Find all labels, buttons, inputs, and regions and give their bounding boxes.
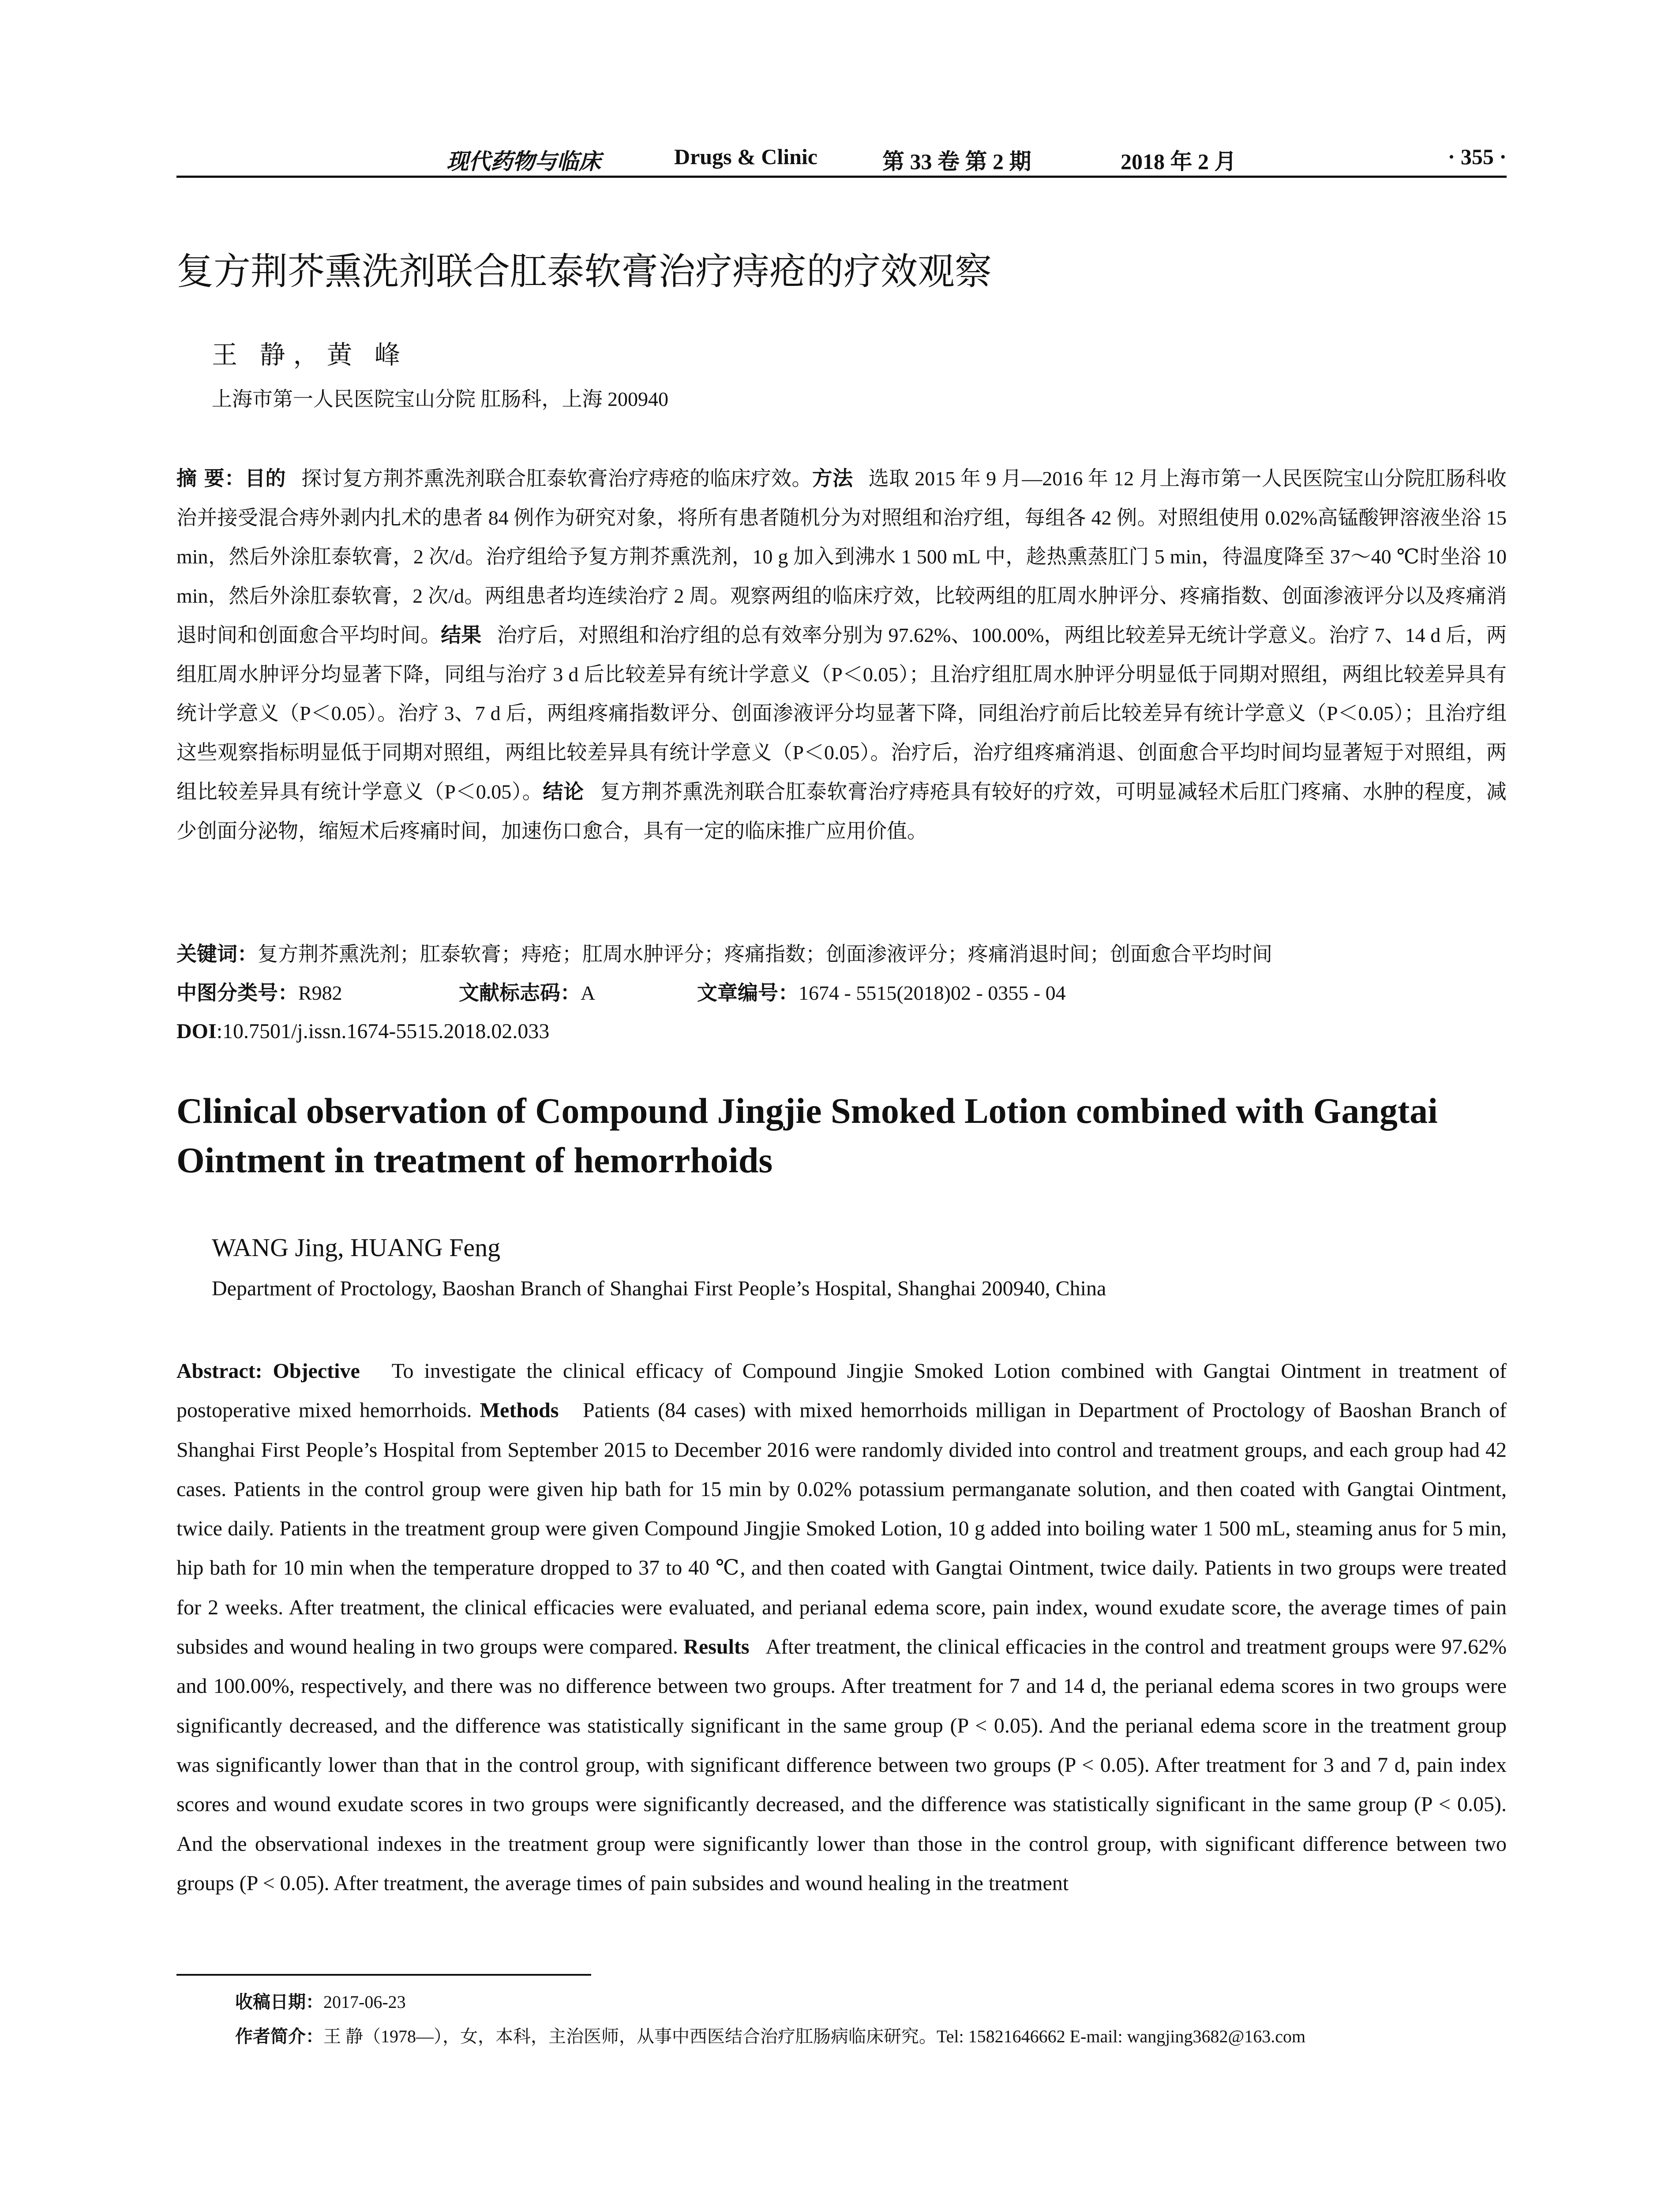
methods-label-cn: 方法	[812, 466, 853, 490]
article-title-en: Clinical observation of Compound Jingjie Smoked Lotion combined with Gangtai Ointment in treatment of hemorrhoids	[176, 1091, 1438, 1180]
affiliation-en: Department of Proctology, Baoshan Branch of Shanghai First People’s Hospital, Shanghai 200940, China	[212, 1277, 1106, 1300]
objective-label-cn: 目的	[245, 466, 286, 490]
affiliation-cn: 上海市第一人民医院宝山分院 肛肠科，上海 200940	[212, 388, 668, 410]
page-number: · 355 ·	[1448, 144, 1507, 169]
abstract-label-cn: 摘 要：	[176, 466, 245, 490]
authors-cn: 王 静，黄 峰	[212, 341, 409, 369]
abstract-objective-label-en: Abstract: Objective	[176, 1359, 360, 1383]
document-code-label: 文献标志码：	[459, 981, 581, 1005]
results-label-cn: 结果	[441, 623, 482, 647]
methods-text-en: Patients (84 cases) with mixed hemorrhoids milligan in Department of Proctology of Baoshan Branch of Shanghai First People’s Hospital from September 2015 to December 2016 were randomly divided into control and treatment groups, and each group had 42 cases. Patients in the control group were given hip bath for 15 min by 0.02% potassium permanganate solution, and then coated with Gangtai Ointment, twice daily. Patients in the treatment group were given Compound Jingjie Smoked Lotion, 10 g added into boiling water 1 500 mL, steaming anus for 5 min, hip bath for 10 min when the temperature dropped to 37 to 40 ℃, and then coated with Gangtai Ointment, twice daily. Patients in two groups were treated for 2 weeks. After treatment, the clinical efficacies were evaluated, and perianal edema score, pain index, wound exudate score, the average times of pain subsides and wound healing in two groups were compared.	[176, 1399, 1507, 1659]
doi-line	[176, 1012, 549, 1051]
running-header	[176, 140, 1507, 180]
received-date-footnote	[235, 1985, 406, 2019]
author-bio-text: 王 静（1978—），女，本科，主治医师，从事中西医结合治疗肛肠病临床研究。Tel: 15821646662 E-mail: wangjing3682@163.com	[323, 2026, 1306, 2046]
issue-date: 2018 年 2 月	[1121, 149, 1237, 174]
article-title-cn: 复方荆芥熏洗剂联合肛泰软膏治疗痔疮的疗效观察	[176, 250, 992, 293]
received-label: 收稿日期：	[235, 1992, 323, 2012]
conclusion-text-cn: 复方荆芥熏洗剂联合肛泰软膏治疗痔疮具有较好的疗效，可明显减轻术后肛门疼痛、水肿的程度，减少创面分泌物，缩短术后疼痛时间，加速伤口愈合，具有一定的临床推广应用价值。	[176, 780, 1507, 842]
footnote-rule	[176, 1974, 591, 1976]
article-number	[697, 973, 1066, 1013]
abstract-cn	[176, 459, 1507, 851]
methods-text-cn: 选取 2015 年 9 月—2016 年 12 月上海市第一人民医院宝山分院肛肠科收治并接受混合痔外剥内扎术的患者 84 例作为研究对象，将所有患者随机分为对照组和治疗组，每组各 42 例。对照组使用 0.02%高锰酸钾溶液坐浴 15 min，然后外涂肛泰软膏，2 次/d。治疗组给予复方荆芥熏洗剂，10 g 加入到沸水 1 500 mL 中，趁热熏蒸肛门 5 min，待温度降至 37～40 ℃时坐浴 10 min，然后外涂肛泰软膏，2 次/d。两组患者均连续治疗 2 周。观察两组的临床疗效，比较两组的肛周水肿评分、疼痛指数、创面渗液评分以及疼痛消退时间和创面愈合平均时间。	[176, 467, 1507, 646]
results-text-cn: 治疗后，对照组和治疗组的总有效率分别为 97.62%、100.00%，两组比较差异无统计学意义。治疗 7、14 d 后，两组肛周水肿评分均显著下降，同组与治疗 3 d 后比较差异有统计学意义（P＜0.05）；且治疗组肛周水肿评分明显低于同期对照组，两组比较差异具有统计学意义（P＜0.05）。治疗 3、7 d 后，两组疼痛指数评分、创面渗液评分均显著下降，同组治疗前后比较差异有统计学意义（P＜0.05）；且治疗组这些观察指标明显低于同期对照组，两组比较差异具有统计学意义（P＜0.05）。治疗后，治疗组疼痛消退、创面愈合平均时间均显著短于对照组，两组比较差异具有统计学意义（P＜0.05）。	[176, 624, 1507, 803]
journal-name-cn: 现代药物与临床	[446, 149, 601, 174]
results-label-en: Results	[683, 1635, 750, 1659]
doi-value: :10.7501/j.issn.1674-5515.2018.02.033	[216, 1020, 550, 1043]
article-number-label: 文章编号：	[697, 981, 799, 1005]
clc-label: 中图分类号：	[176, 981, 298, 1005]
conclusion-label-cn: 结论	[543, 780, 584, 803]
abstract-en	[176, 1351, 1507, 1903]
article-number-value: 1674 - 5515(2018)02 - 0355 - 04	[799, 982, 1066, 1004]
keywords-text: 复方荆芥熏洗剂；肛泰软膏；痔疮；肛周水肿评分；疼痛指数；创面渗液评分；疼痛消退时间；创面愈合平均时间	[258, 943, 1272, 965]
document-code	[459, 973, 595, 1013]
document-code-value: A	[581, 982, 596, 1004]
clc-value: R982	[298, 982, 342, 1004]
author-bio-label: 作者简介：	[235, 2026, 323, 2047]
author-bio-footnote	[235, 2020, 1305, 2053]
journal-name-en: Drugs & Clinic	[674, 144, 818, 169]
header-rule	[176, 176, 1507, 178]
methods-label-en: Methods	[480, 1399, 559, 1422]
received-value: 2017-06-23	[323, 1992, 406, 2012]
objective-text-cn: 探讨复方荆芥熏洗剂联合肛泰软膏治疗痔疮的临床疗效。	[301, 467, 812, 490]
clc-number	[176, 973, 342, 1013]
objective-text-en: To investigate the clinical efficacy of Compound Jingjie Smoked Lotion combined with Gangtai Ointment in treatment of postoperative mixed hemorrhoids.	[176, 1359, 1507, 1422]
keywords-cn	[176, 934, 1507, 974]
authors-en: WANG Jing, HUANG Feng	[212, 1233, 501, 1262]
doi-label: DOI	[176, 1020, 217, 1043]
keywords-label: 关键词：	[176, 942, 258, 966]
volume-issue: 第 33 卷 第 2 期	[882, 149, 1031, 174]
results-text-en: After treatment, the clinical efficacies in the control and treatment groups were 97.62% and 100.00%, respectively, and there was no difference between two groups. After treatment for 7 and 14 d, the perianal edema scores in two groups were significantly decreased, and the difference was statistically significant in the same group (P < 0.05). And the perianal edema score in the treatment group was significantly lower than that in the control group, with significant difference between two groups (P < 0.05). After treatment for 3 and 7 d, pain index scores and wound exudate scores in two groups were significantly decreased, and the difference was statistically significant in the same group (P < 0.05). And the observational indexes in the treatment group were significantly lower than those in the control group, with significant difference between two groups (P < 0.05). After treatment, the average times of pain subsides and wound healing in the treatment	[176, 1635, 1507, 1895]
